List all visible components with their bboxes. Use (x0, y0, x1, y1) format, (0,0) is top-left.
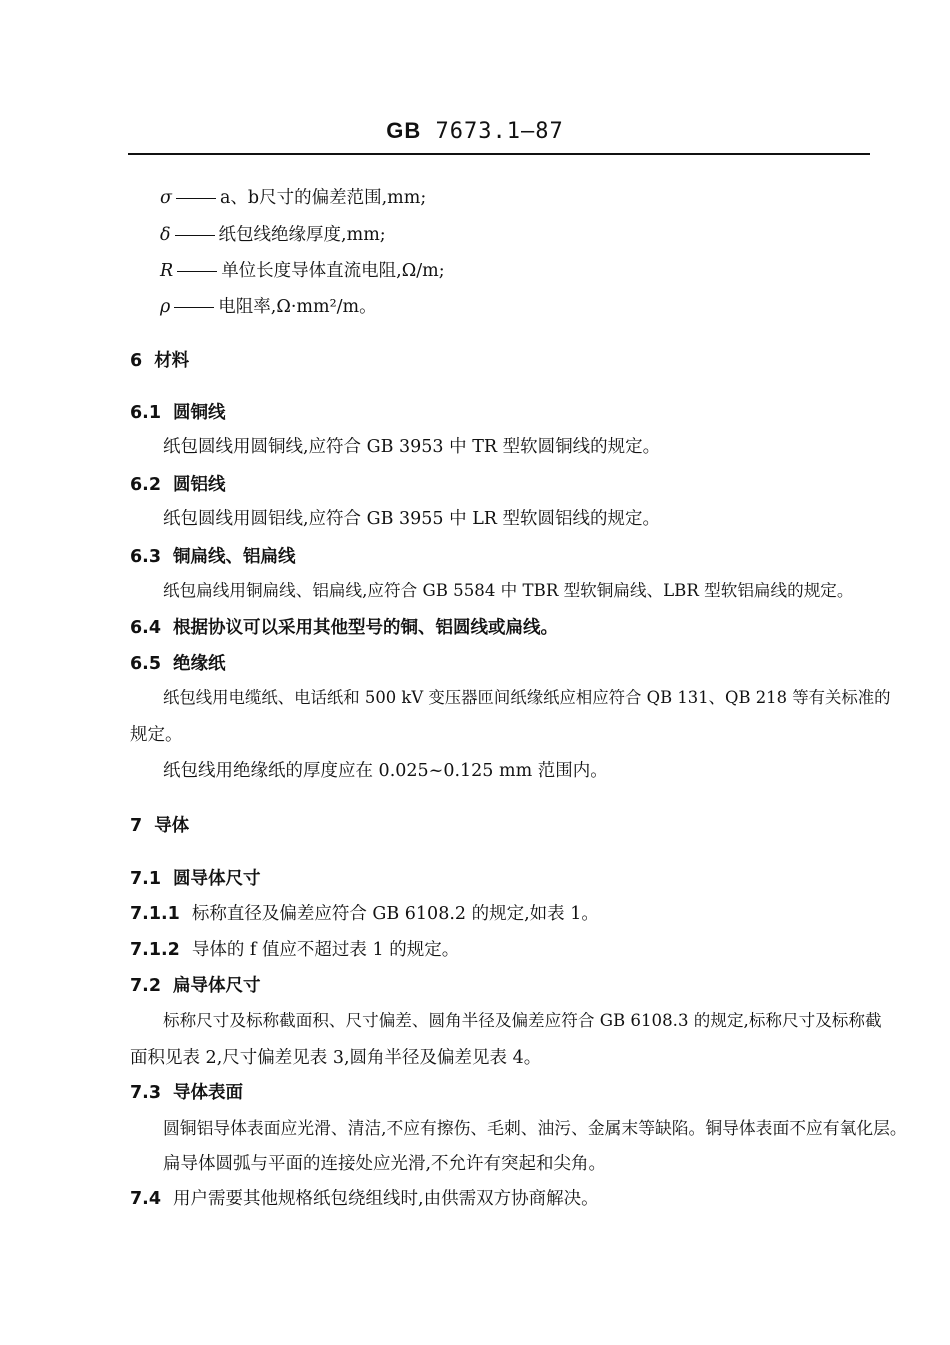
section-title: 导体 (154, 816, 190, 836)
section-title: 材料 (154, 351, 190, 371)
subsection-title: 根据协议可以采用其他型号的铜、铝圆线或扁线。 (173, 618, 559, 638)
paragraph-6-5-line-2: 规定。 (130, 725, 183, 745)
subsection-title: 导体表面 (173, 1083, 244, 1103)
section-number: 7 (130, 816, 143, 836)
clause-7-1-2 (130, 937, 459, 963)
paragraph-7-3-line-2: 扁导体圆弧与平面的连接处应光滑,不允许有突起和尖角。 (163, 1154, 607, 1174)
definition-symbol: ρ (160, 297, 171, 317)
paragraph-6-5-line-1: 纸包线用电缆纸、电话纸和 500 kV 变压器匝间纸缘纸应相应符合 QB 131、QB 218 等有关标准的 (163, 688, 891, 707)
section-heading-6 (130, 348, 189, 374)
paragraph-6-5-thickness: 纸包线用绝缘纸的厚度应在 0.025~0.125 mm 范围内。 (163, 761, 608, 781)
paragraph-7-3-line-1: 圆铜铝导体表面应光滑、清洁,不应有擦伤、毛刺、油污、金属末等缺陷。铜导体表面不应有氧化层。 (163, 1118, 907, 1138)
subsection-heading-6-5 (130, 651, 226, 677)
standard-number: 7673.1—87 (435, 119, 564, 144)
definition-dash (176, 198, 216, 199)
document-header (0, 118, 950, 144)
standard-prefix: GB (386, 118, 422, 143)
subsection-number: 7.2 (130, 976, 162, 996)
subsection-number: 6.1 (130, 403, 162, 423)
subsection-number: 7.3 (130, 1083, 162, 1103)
definition-delta (160, 222, 386, 248)
paragraph-7-2-line-1: 标称尺寸及标称截面积、尺寸偏差、圆角半径及偏差应符合 GB 6108.3 的规定,标称尺寸及标称截 (163, 1011, 882, 1030)
paragraph-6-3: 纸包扁线用铜扁线、铝扁线,应符合 GB 5584 中 TBR 型软铜扁线、LBR 型软铝扁线的规定。 (163, 581, 854, 600)
header-rule (128, 153, 870, 155)
clause-number: 7.1.2 (130, 940, 180, 960)
subsection-title: 铜扁线、铝扁线 (173, 547, 296, 567)
paragraph-6-1: 纸包圆线用圆铜线,应符合 GB 3953 中 TR 型软圆铜线的规定。 (163, 437, 661, 457)
definition-rho (160, 294, 377, 320)
subsection-number: 6.2 (130, 475, 162, 495)
clause-number: 7.1.1 (130, 904, 180, 924)
subsection-title: 圆铜线 (173, 403, 226, 423)
definition-dash (175, 235, 215, 236)
definition-text: 单位长度导体直流电阻,Ω/m; (221, 261, 445, 281)
paragraph-7-2-line-2: 面积见表 2,尺寸偏差见表 3,圆角半径及偏差见表 4。 (130, 1048, 542, 1068)
definition-sigma (160, 185, 426, 211)
definition-symbol: R (160, 261, 174, 281)
definition-symbol: σ (160, 188, 172, 208)
paragraph-6-2: 纸包圆线用圆铝线,应符合 GB 3955 中 LR 型软圆铝线的规定。 (163, 509, 661, 529)
subsection-title: 圆铝线 (173, 475, 226, 495)
definition-dash (177, 271, 217, 272)
definition-text: a、b尺寸的偏差范围,mm; (219, 188, 427, 208)
clause-text: 用户需要其他规格纸包绕组线时,由供需双方协商解决。 (173, 1189, 599, 1209)
subsection-title: 扁导体尺寸 (173, 976, 261, 996)
subsection-heading-6-1 (130, 400, 226, 426)
definition-text: 电阻率,Ω·mm²/m。 (218, 297, 377, 317)
clause-7-4 (130, 1186, 599, 1212)
definition-dash (174, 307, 214, 308)
subsection-heading-7-3 (130, 1080, 243, 1106)
subsection-title: 绝缘纸 (173, 654, 226, 674)
clause-number: 7.4 (130, 1189, 162, 1209)
subsection-heading-6-4 (130, 615, 558, 641)
subsection-number: 7.1 (130, 869, 162, 889)
subsection-number: 6.5 (130, 654, 162, 674)
clause-7-1-1 (130, 901, 599, 927)
subsection-title: 圆导体尺寸 (173, 869, 261, 889)
subsection-heading-7-2 (130, 973, 261, 999)
section-heading-7 (130, 813, 189, 839)
clause-text: 导体的 f 值应不超过表 1 的规定。 (191, 940, 460, 960)
clause-text: 标称直径及偏差应符合 GB 6108.2 的规定,如表 1。 (191, 904, 599, 924)
definition-r (160, 258, 445, 284)
subsection-heading-7-1 (130, 866, 261, 892)
subsection-number: 6.3 (130, 547, 162, 567)
section-number: 6 (130, 351, 143, 371)
subsection-heading-6-3 (130, 544, 296, 570)
definition-text: 纸包线绝缘厚度,mm; (218, 225, 386, 245)
subsection-number: 6.4 (130, 618, 162, 638)
definition-symbol: δ (160, 225, 171, 245)
subsection-heading-6-2 (130, 472, 226, 498)
